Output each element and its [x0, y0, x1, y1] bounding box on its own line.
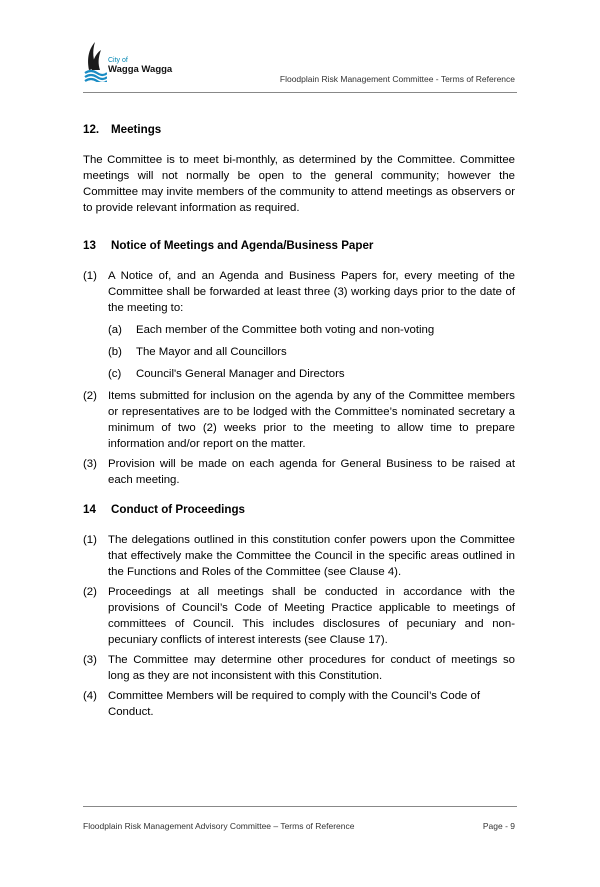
item-text: Proceedings at all meetings shall be conducted in accordance with the provisions of Council’s Code of Meeting Practice applicable to meetings of committees of Council. This includes disclosures of pecuniary and non-pecuniary conflicts of interest interests (see Clause 17). [108, 586, 515, 646]
sub-item-number: (c) [108, 368, 122, 380]
item-text: A Notice of, and an Agenda and Business Papers for, every meeting of the Committee shall be forwarded at least three (3) working days prior to the date of the meeting to: [108, 270, 515, 314]
item-text: Provision will be made on each agenda for General Business to be raised at each meeting. [108, 458, 515, 486]
list-item [83, 456, 515, 488]
wagga-wagga-logo-icon [83, 40, 107, 82]
item-number: (3) [83, 654, 97, 666]
sub-list-item [108, 366, 515, 382]
section-title: Meetings [111, 123, 162, 136]
item-text: Items submitted for inclusion on the agenda by any of the Committee members or representatives are to be lodged with the Committee’s nominated secretary a minimum of two (2) weeks prior to the meeting to allow time to prepare information and/or report on the matter. [108, 390, 515, 450]
sub-item-text: Each member of the Committee both voting and non-voting [136, 324, 435, 336]
header-title: Floodplain Risk Management Committee - Terms of Reference [279, 74, 515, 84]
section-number: 12. [83, 123, 100, 136]
list-item [83, 532, 515, 580]
section-title: Conduct of Proceedings [111, 503, 245, 516]
item-number: (4) [83, 690, 97, 702]
logo-city-of: City of [108, 57, 128, 64]
item-number: (1) [83, 534, 97, 546]
item-number: (3) [83, 458, 97, 470]
item-text: Committee Members will be required to comply with the Council’s Code of Conduct. [108, 690, 481, 718]
city-logo [83, 40, 178, 82]
list-item [83, 268, 515, 316]
list-item [83, 688, 515, 720]
sub-item-number: (a) [108, 324, 122, 336]
header-divider [83, 92, 517, 93]
footer-divider [83, 806, 517, 807]
document-body [83, 108, 515, 724]
item-number: (2) [83, 390, 97, 402]
section-title: Notice of Meetings and Agenda/Business Paper [111, 239, 374, 252]
sub-list-item [108, 344, 515, 360]
item-number: (2) [83, 586, 97, 598]
sub-item-text: Council's General Manager and Directors [136, 368, 345, 380]
sub-item-number: (b) [108, 346, 122, 358]
section-14-heading [83, 502, 515, 518]
list-item [83, 584, 515, 648]
item-text: The Committee may determine other procedures for conduct of meetings so long as they are not inconsistent with this Constitution. [108, 654, 515, 682]
section-12-paragraph: The Committee is to meet bi-monthly, as determined by the Committee. Committee meetings will not normally be open to the general community; however the Committee may invite members of the community to attend meetings as observers or to provide relevant information as required. [83, 154, 515, 214]
footer-document-title: Floodplain Risk Management Advisory Committee – Terms of Reference [83, 821, 355, 831]
sub-item-text: The Mayor and all Councillors [136, 346, 287, 358]
section-number: 13 [83, 239, 96, 252]
list-item [83, 652, 515, 684]
logo-city-name: Wagga Wagga [108, 64, 173, 75]
item-number: (1) [83, 270, 97, 282]
section-12-heading [83, 122, 515, 138]
section-13-heading [83, 238, 515, 254]
footer-page-number: Page - 9 [482, 821, 515, 831]
item-text: The delegations outlined in this constitution confer powers upon the Committee that effectively make the Committee the Council in the specific areas outlined in the Functions and Roles of the Committee (see Clause 4). [108, 534, 515, 578]
sub-list-item [108, 322, 515, 338]
list-item [83, 388, 515, 452]
section-number: 14 [83, 503, 96, 516]
